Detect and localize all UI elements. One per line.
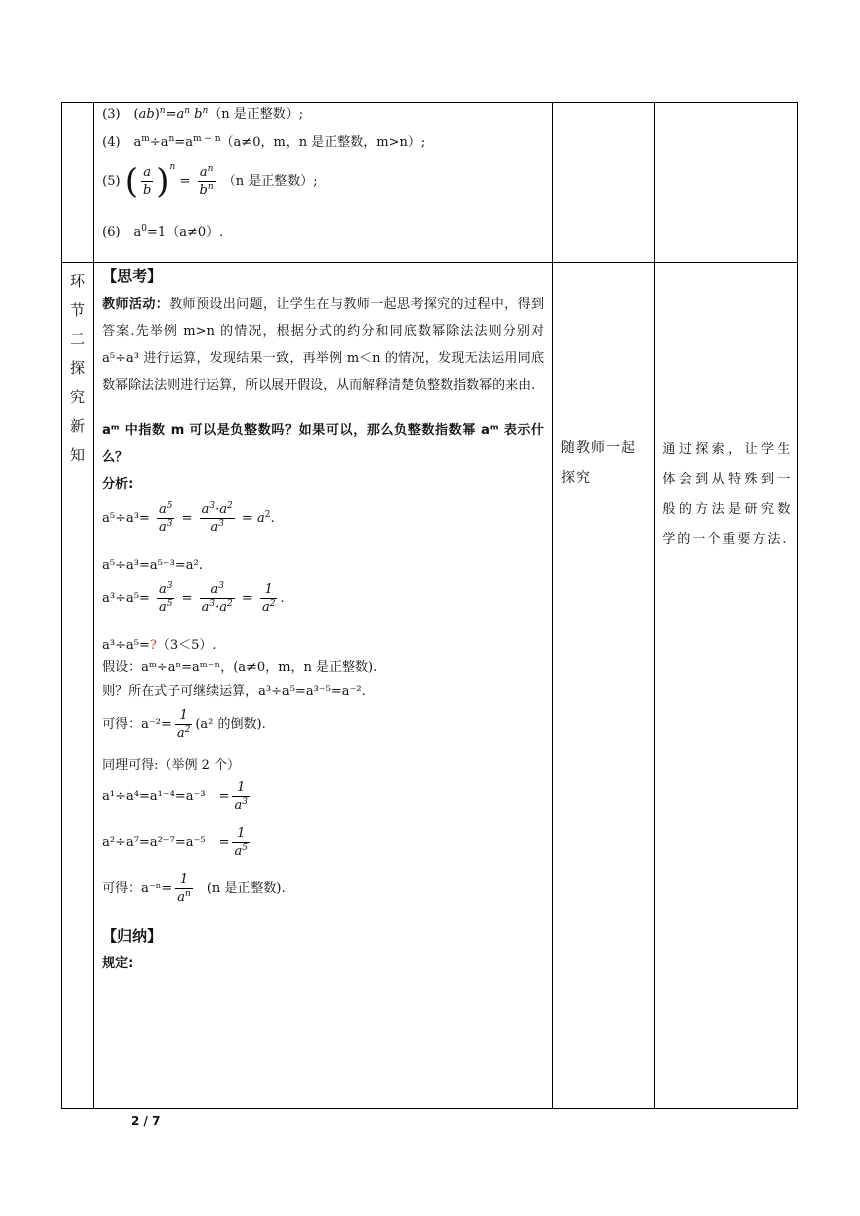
explore-content-cell (94, 263, 553, 1109)
teacher-activity: 教师活动：教师预设出问题，让学生在与教师一起思考探究的过程中，得到答案.先举例 m>n 的情况，根据分式的约分和同底数幂除法法则分别对 a⁵÷a³ 进行运算，发现结果一致，再举例 m＜n 的情况，发现无法运用同底数幂除法法则进行运算，所以展开假设，从而解释清楚负整数指数幂的来由. (102, 297, 544, 393)
fraction-a-over-b: $\frac{a}{b}$ (142, 165, 152, 198)
think-heading: 【思考】 (102, 267, 163, 285)
example-1: a¹÷a⁴=a¹⁻⁴=a⁻³ = $\frac{1}{a^3}$ (102, 780, 248, 813)
analysis-label: 分析: (102, 477, 134, 492)
question: aᵐ 中指数 m 可以是负整数吗？如果可以，那么负整数指数幂 aᵐ 表示什么？ (102, 423, 544, 465)
similar-heading: 同理可得:（举例 2 个） (102, 758, 241, 773)
stage-cell-empty (62, 103, 94, 263)
calc-1: a⁵÷a³= $\frac{a^5}{a^3}$ = $\frac{a^3\cdot a^2}{a^3}$ = $a^2$. (102, 501, 275, 535)
rule-4: (4) $a^m\div a^n=a^{m - n}(a\ne 0$，m，n 是正整数，m>n）; (102, 134, 426, 150)
student-cell-empty (552, 103, 654, 263)
example-2: a²÷a⁷=a²⁻⁷=a⁻⁵ = $\frac{1}{a^5}$ (102, 826, 248, 859)
calc-3: a³÷a⁵= $\frac{a^3}{a^5}$ = $\frac{a^3}{a^3\cdot a^2}$ = $\frac{1}{a^2}$ . (102, 581, 285, 615)
rule-label: 规定: (102, 956, 134, 971)
design-intent-cell (655, 263, 798, 1109)
stage-label: 环 节 二 探 究 新 知 (70, 272, 86, 464)
intent-cell-empty (655, 103, 798, 263)
rules-cell (94, 103, 553, 263)
stage-label-cell (62, 263, 94, 1109)
page-number: 2 / 7 (131, 1114, 161, 1128)
student-activity-cell (552, 263, 654, 1109)
student-activity: 随教师一起探究 (560, 440, 636, 486)
table-row-explore (62, 263, 798, 1109)
rule-6: (6) $a^0=1(a\ne 0)$. (102, 224, 224, 240)
table-row-rules (62, 103, 798, 263)
summary-heading: 【归纳】 (102, 927, 163, 945)
lesson-plan-table (61, 102, 798, 1109)
calc-4: a³÷a⁵=?（3＜5）. (102, 638, 217, 653)
assumption: 假设：aᵐ÷aⁿ=aᵐ⁻ⁿ，(a≠0，m，n 是正整数). (102, 660, 378, 675)
calc-2: a⁵÷a³=a⁵⁻³=a². (102, 558, 203, 573)
rule-3: (3) $(ab)^n=a^n$ $b^n(n$ 是正整数）; (102, 106, 304, 122)
fraction-an-over-bn: $\frac{a^n}{b^n}$ (199, 164, 214, 198)
rule-5: (5) ( $\frac{a}{b}$ )$^n$ = $\frac{a^n}{b^n}$ （n 是正整数）; (102, 161, 318, 202)
then-statement: 则？所在式子可继续运算，a³÷a⁵=a³⁻⁵=a⁻². (102, 684, 366, 699)
design-intent: 通过探索，让学生体会到从特殊到一般的方法是研究数学的一个重要方法. (662, 442, 793, 547)
obtain-1: 可得：a⁻²= $\frac{1}{a^2}$ (a² 的倒数). (102, 708, 266, 741)
obtain-2: 可得：a⁻ⁿ= $\frac{1}{a^n}$ (n 是正整数). (102, 872, 286, 905)
